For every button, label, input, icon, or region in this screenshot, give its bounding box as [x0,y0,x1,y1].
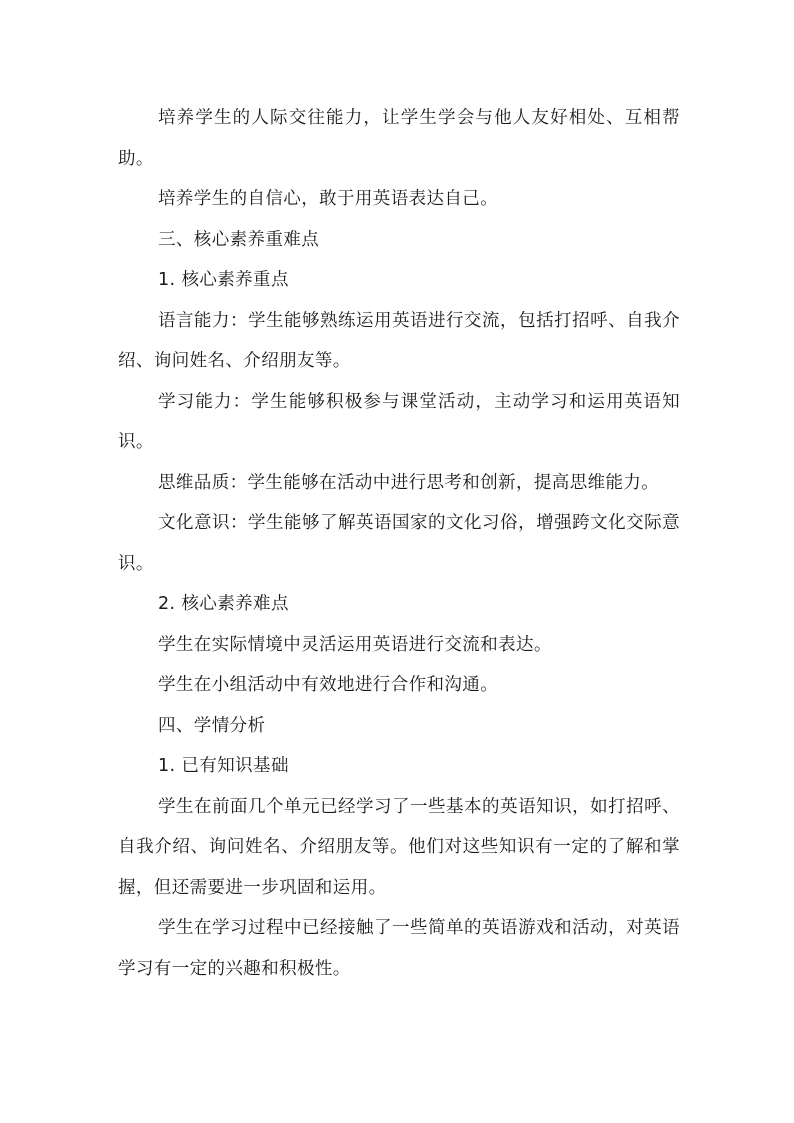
paragraph: 文化意识：学生能够了解英语国家的文化习俗，增强跨文化交际意识。 [118,513,680,574]
section-heading: 四、学情分析 [158,715,266,736]
paragraph: 语言能力：学生能够熟练运用英语进行交流，包括打招呼、自我介绍、询问姓名、介绍朋友等。 [118,310,680,371]
subsection-heading: 1. 核心素养重点 [158,270,289,290]
paragraph: 学生在前面几个单元已经学习了一些基本的英语知识，如打招呼、自我介绍、询问姓名、介绍朋友等。他们对这些知识有一定的了解和掌握，但还需要进一步巩固和运用。 [118,796,680,898]
subsection-heading: 2. 核心素养难点 [158,594,289,614]
paragraph: 培养学生的人际交往能力，让学生学会与他人友好相处、互相帮助。 [118,108,680,169]
paragraph: 学生在小组活动中有效地进行合作和沟通。 [158,675,499,695]
paragraph: 学生在实际情境中灵活运用英语进行交流和表达。 [158,634,552,655]
paragraph: 学习能力：学生能够积极参与课堂活动，主动学习和运用英语知识。 [118,391,680,452]
paragraph: 学生在学习过程中已经接触了一些简单的英语游戏和活动，对英语学习有一定的兴趣和积极性。 [118,918,680,979]
subsection-heading: 1. 已有知识基础 [158,756,289,776]
section-heading: 三、核心素养重难点 [158,229,320,250]
paragraph: 培养学生的自信心，敢于用英语表达自己。 [158,189,499,209]
document-body [118,98,680,989]
paragraph: 思维品质：学生能够在活动中进行思考和创新，提高思维能力。 [158,472,660,493]
